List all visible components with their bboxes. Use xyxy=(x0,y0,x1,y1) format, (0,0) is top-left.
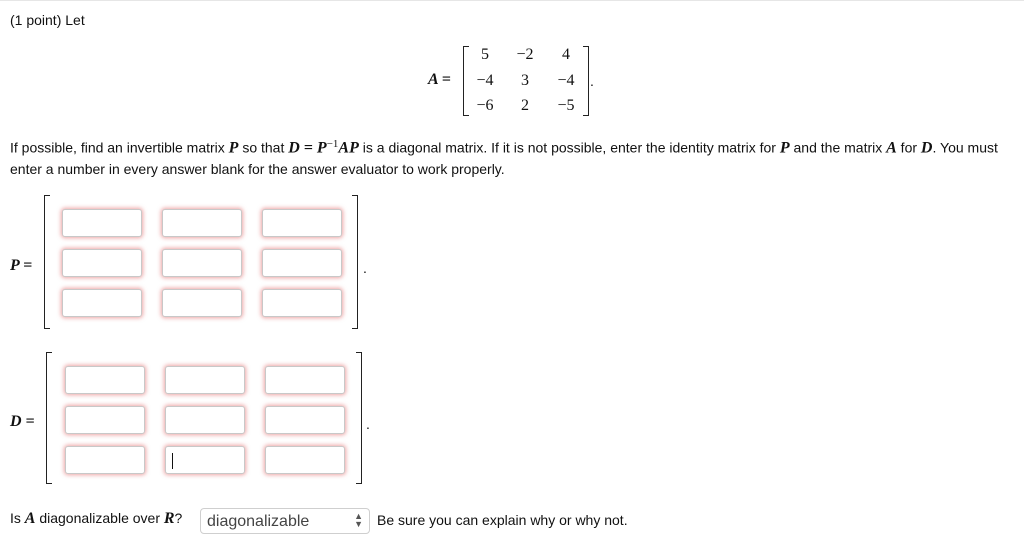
matrix-a-cell: −5 xyxy=(557,97,575,114)
math-var-a: A xyxy=(886,139,897,157)
matrix-a-cell: 5 xyxy=(481,46,489,63)
matrix-a-cell: −4 xyxy=(476,72,494,89)
matrix-d-input[interactable] xyxy=(165,366,245,394)
matrix-d-input[interactable] xyxy=(65,406,145,434)
matrix-p-input[interactable] xyxy=(62,289,142,317)
select-value: diagonalizable xyxy=(207,513,310,530)
matrix-a-cell: 2 xyxy=(521,97,529,114)
problem-header: (1 point) Let xyxy=(10,12,85,28)
instruction-text xyxy=(10,134,1015,180)
matrix-d-input[interactable] xyxy=(65,366,145,394)
matrix-p-right-bracket xyxy=(352,195,358,329)
matrix-p-input[interactable] xyxy=(262,249,342,277)
instruction-part: and the matrix xyxy=(789,139,887,156)
text-cursor xyxy=(172,453,173,469)
matrix-d-input[interactable] xyxy=(65,446,145,474)
matrix-a-label xyxy=(428,71,451,89)
explain-note: Be sure you can explain why or why not. xyxy=(377,512,628,528)
matrix-d-right-bracket xyxy=(356,352,362,484)
matrix-a-label-text: A = xyxy=(428,71,451,88)
matrix-p-left-bracket xyxy=(44,195,50,329)
math-var-ap: AP xyxy=(338,139,359,157)
matrix-p-input[interactable] xyxy=(162,249,242,277)
diagonalizable-select[interactable] xyxy=(200,508,370,534)
matrix-d-input-focused[interactable] xyxy=(165,446,245,474)
instruction-part: If possible, find an invertible matrix xyxy=(10,139,229,156)
math-var-p: P xyxy=(779,139,790,157)
matrix-p-input[interactable] xyxy=(262,289,342,317)
matrix-p-input[interactable] xyxy=(162,289,242,317)
math-var-a: A xyxy=(24,510,36,527)
matrix-p-input[interactable] xyxy=(62,249,142,277)
instruction-part: is a diagonal matrix. If it is not possible, enter the identity matrix for xyxy=(358,139,780,156)
matrix-a-cell: 4 xyxy=(562,46,570,63)
up-down-arrows-icon: ▲ ▼ xyxy=(354,511,363,529)
math-var-d: D xyxy=(920,139,933,157)
matrix-a-cell: −4 xyxy=(557,72,575,89)
math-equation: D = P xyxy=(288,139,327,157)
matrix-d-input[interactable] xyxy=(265,366,345,394)
matrix-p-label: P = xyxy=(10,257,33,274)
matrix-d-period: . xyxy=(366,416,370,432)
question-part: ? xyxy=(174,510,183,526)
instruction-part: . You must enter a number in every answer blank for the answer evaluator to work properly. xyxy=(10,139,998,177)
matrix-d-input[interactable] xyxy=(265,406,345,434)
matrix-a-period: . xyxy=(590,73,594,89)
matrix-d-input[interactable] xyxy=(165,406,245,434)
matrix-p-input[interactable] xyxy=(62,209,142,237)
matrix-a-cell: −6 xyxy=(476,97,494,114)
matrix-d-input[interactable] xyxy=(265,446,345,474)
question-part: diagonalizable over xyxy=(35,510,164,526)
math-superscript: −1 xyxy=(326,138,339,150)
instruction-part: for xyxy=(896,139,921,156)
matrix-a-cell: −2 xyxy=(516,46,534,63)
math-var-r: R xyxy=(163,510,175,527)
question-part: Is xyxy=(10,510,25,526)
instruction-part: so that xyxy=(238,139,289,156)
top-divider xyxy=(0,0,1024,1)
matrix-p-input[interactable] xyxy=(162,209,242,237)
matrix-p-period: . xyxy=(363,260,367,276)
diagonalizable-question xyxy=(10,510,182,528)
matrix-p-input[interactable] xyxy=(262,209,342,237)
matrix-d-left-bracket xyxy=(46,352,52,484)
matrix-d-label: D = xyxy=(10,413,35,430)
math-var-p: P xyxy=(228,139,239,157)
matrix-a-cell: 3 xyxy=(521,72,529,89)
